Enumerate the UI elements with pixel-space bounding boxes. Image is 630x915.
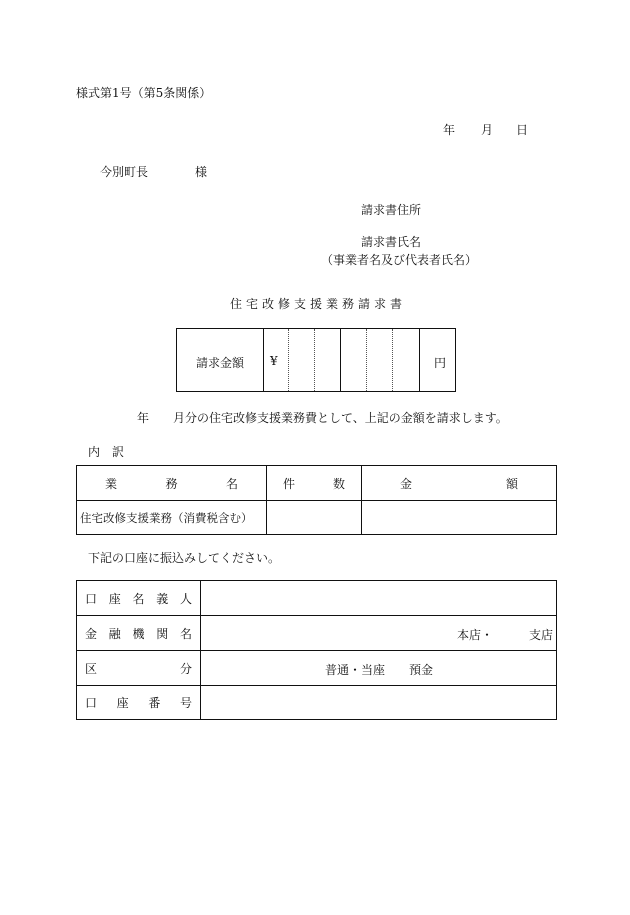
breakdown-table bbox=[76, 465, 557, 535]
bank-row-type bbox=[77, 651, 557, 686]
addressee-honorific: 様 bbox=[195, 165, 208, 179]
bank-instruction: 下記の口座に振込みしてください。 bbox=[88, 551, 281, 565]
date-year-label: 年 bbox=[443, 123, 456, 137]
branch-label: 支店 bbox=[529, 628, 554, 642]
account-number-label-cell bbox=[77, 686, 201, 720]
header-amount bbox=[362, 466, 557, 501]
bank-table bbox=[76, 580, 557, 720]
breakdown-header-row bbox=[77, 466, 557, 501]
breakdown-heading: 内 訳 bbox=[88, 445, 125, 459]
row-amount-field[interactable] bbox=[362, 501, 557, 535]
date-month-label: 月 bbox=[481, 123, 494, 137]
digit-separator bbox=[314, 329, 315, 391]
type-label: 区 分 bbox=[85, 661, 192, 676]
amount-box bbox=[176, 328, 456, 392]
account-number-field[interactable] bbox=[201, 686, 557, 720]
account-holder-label: 口 座 名 義 人 bbox=[85, 591, 192, 606]
digit-separator bbox=[288, 329, 289, 391]
amount-label: 請求金額 bbox=[195, 356, 244, 370]
head-office-label: 本店・ bbox=[457, 628, 494, 642]
form-number: 様式第1号（第5条関係） bbox=[76, 86, 212, 100]
institution-field[interactable] bbox=[201, 616, 557, 651]
claimant-name-note: （事業者名及び代表者氏名） bbox=[321, 253, 478, 267]
account-number-label: 口 座 番 号 bbox=[85, 696, 192, 710]
statement-text: 月分の住宅改修支援業務費として、上記の金額を請求します。 bbox=[173, 411, 508, 425]
statement-year: 年 bbox=[137, 411, 150, 425]
header-business-name bbox=[77, 466, 267, 501]
claimant-address-label: 請求書住所 bbox=[361, 203, 422, 217]
yen-symbol: ¥ bbox=[270, 354, 278, 368]
table-row bbox=[77, 501, 557, 535]
account-type-value: 普通・当座 預金 bbox=[325, 663, 434, 677]
bank-row-holder bbox=[77, 581, 557, 616]
amount-divider bbox=[263, 329, 264, 391]
account-type-field[interactable] bbox=[201, 651, 557, 686]
row-count-field[interactable] bbox=[267, 501, 362, 535]
account-holder-label-cell bbox=[77, 581, 201, 616]
document-title: 住宅改修支援業務請求書 bbox=[230, 297, 407, 311]
row-business-name: 住宅改修支援業務（消費税含む） bbox=[77, 501, 267, 535]
header-count bbox=[267, 466, 362, 501]
header-business-name-text: 業 務 名 bbox=[105, 476, 238, 491]
bank-row-number bbox=[77, 686, 557, 720]
type-label-cell bbox=[77, 651, 201, 686]
digit-separator bbox=[366, 329, 367, 391]
yen-unit: 円 bbox=[434, 356, 447, 370]
claimant-name-label: 請求書氏名 bbox=[361, 235, 422, 249]
addressee-name: 今別町長 bbox=[100, 165, 149, 179]
institution-label-cell bbox=[77, 616, 201, 651]
header-count-text: 件 数 bbox=[283, 476, 345, 491]
digit-separator bbox=[392, 329, 393, 391]
account-holder-field[interactable] bbox=[201, 581, 557, 616]
header-amount-text: 金 額 bbox=[400, 476, 518, 491]
institution-label: 金 融 機 関 名 bbox=[85, 626, 192, 641]
digit-group-divider bbox=[340, 329, 341, 391]
bank-row-institution bbox=[77, 616, 557, 651]
unit-divider bbox=[419, 329, 420, 391]
date-day-label: 日 bbox=[516, 123, 529, 137]
